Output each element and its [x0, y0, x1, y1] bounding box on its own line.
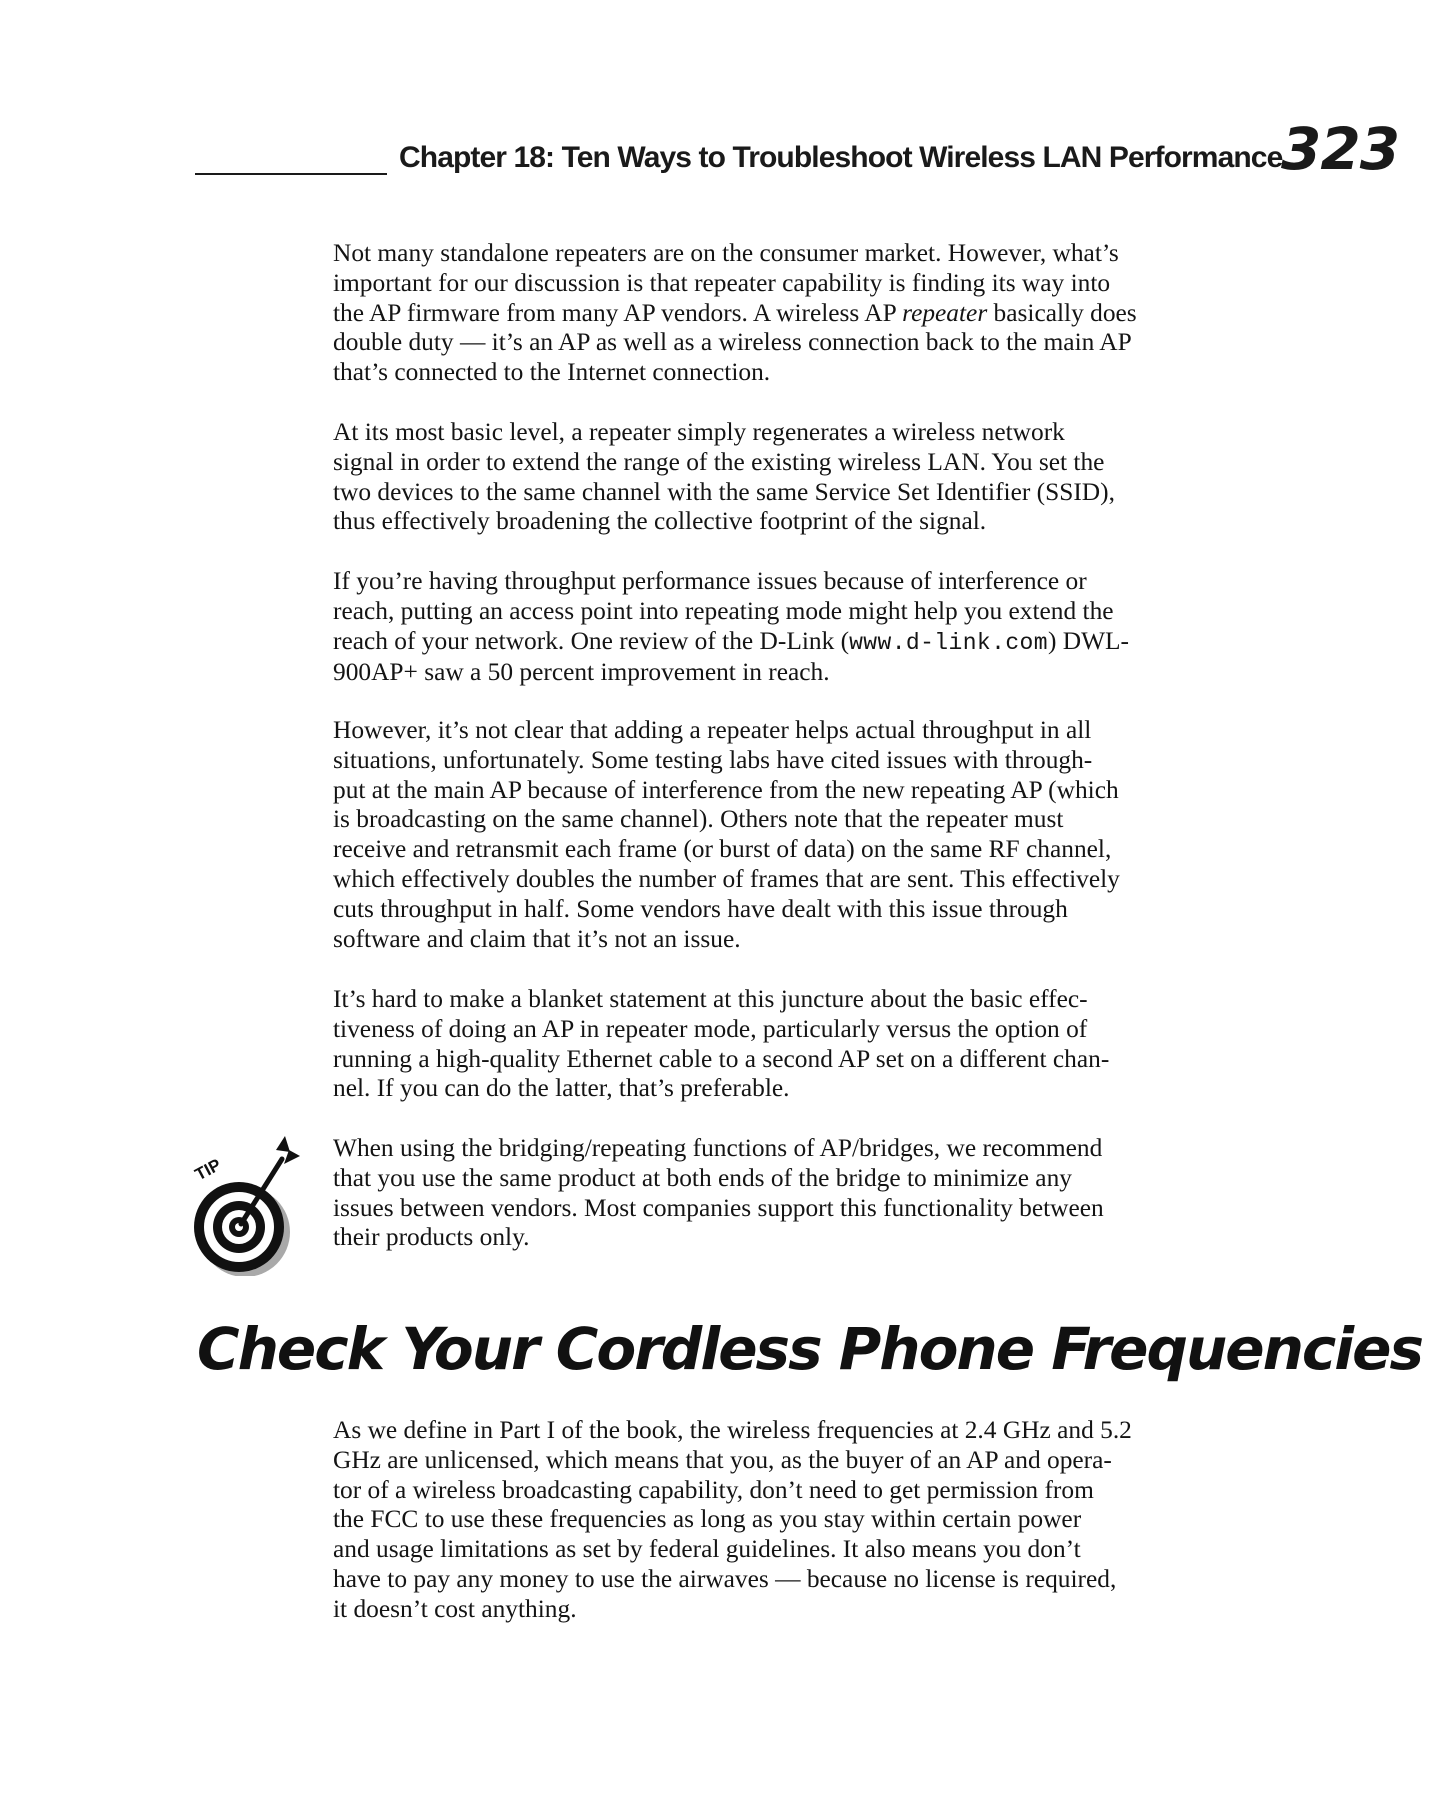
header-rule	[195, 173, 387, 175]
text-line: software and claim that it’s not an issue.	[333, 924, 741, 953]
paragraph-blanket-statement	[333, 985, 1253, 1104]
text-line: the FCC to use these frequencies as long as you stay within certain power	[333, 1505, 1082, 1534]
text-line: nel. If you can do the latter, that’s preferable.	[333, 1074, 790, 1103]
page-number: 323	[1281, 115, 1400, 183]
tip-paragraph	[333, 1134, 1253, 1253]
text-line: 900AP+ saw a 50 percent improvement in reach.	[333, 658, 830, 687]
text-line: double duty — it’s an AP as well as a wireless connection back to the main AP	[333, 328, 1132, 357]
paragraph-repeater-basics	[333, 418, 1253, 537]
text-line	[333, 627, 1253, 659]
text-line: that’s connected to the Internet connection.	[333, 358, 771, 387]
text-line: receive and retransmit each frame (or burst of data) on the same RF channel,	[333, 835, 1112, 864]
text-line	[333, 299, 1253, 329]
chapter-title: Chapter 18: Ten Ways to Troubleshoot Wireless LAN Performance	[399, 141, 1283, 174]
paragraph-repeater-caveats	[333, 716, 1253, 954]
text-line: tiveness of doing an AP in repeater mode, particularly versus the option of	[333, 1014, 1088, 1043]
paragraph-repeaters-market	[333, 239, 1253, 388]
text-line: signal in order to extend the range of the existing wireless LAN. You set the	[333, 447, 1105, 476]
text-line: which effectively doubles the number of frames that are sent. This effectively	[333, 864, 1120, 893]
text-line: situations, unfortunately. Some testing labs have cited issues with through-	[333, 745, 1093, 774]
tip-target-icon	[188, 1128, 306, 1276]
text-line: At its most basic level, a repeater simply regenerates a wireless network	[333, 418, 1065, 446]
text-line: two devices to the same channel with the same Service Set Identifier (SSID),	[333, 477, 1115, 506]
paragraph-throughput-issues	[333, 567, 1253, 688]
text-line: that you use the same product at both ends of the bridge to minimize any	[333, 1163, 1072, 1192]
text-line: If you’re having throughput performance issues because of interference or	[333, 567, 1087, 595]
text-line: have to pay any money to use the airwaves — because no license is required,	[333, 1564, 1117, 1593]
text-line: It’s hard to make a blanket statement at this juncture about the basic effec-	[333, 985, 1088, 1013]
text-line: GHz are unlicensed, which means that you, as the buyer of an AP and opera-	[333, 1445, 1112, 1474]
text-line: and usage limitations as set by federal guidelines. It also means you don’t	[333, 1535, 1081, 1564]
dlink-url: www.d-link.com	[849, 629, 1048, 656]
text-line: issues between vendors. Most companies support this functionality between	[333, 1193, 1104, 1222]
text-line: tor of a wireless broadcasting capability, don’t need to get permission from	[333, 1475, 1094, 1504]
paragraph-unlicensed-frequencies	[333, 1416, 1253, 1625]
tip-label: TIP	[191, 1155, 225, 1185]
text-line: is broadcasting on the same channel). Others note that the repeater must	[333, 805, 1064, 834]
text-line: However, it’s not clear that adding a repeater helps actual throughput in all	[333, 716, 1092, 744]
text-run: ) DWL-	[1047, 626, 1130, 655]
text-line: thus effectively broadening the collective footprint of the signal.	[333, 507, 987, 536]
text-line: important for our discussion is that repeater capability is finding its way into	[333, 268, 1111, 297]
text-run: basically does	[987, 298, 1137, 327]
text-line: running a high-quality Ethernet cable to a second AP set on a different chan-	[333, 1044, 1110, 1073]
text-line: put at the main AP because of interference from the new repeating AP (which	[333, 775, 1119, 804]
text-line: their products only.	[333, 1223, 530, 1252]
section-heading: Check Your Cordless Phone Frequencies	[197, 1315, 1422, 1383]
text-run: the AP firmware from many AP vendors. A wireless AP	[333, 298, 903, 327]
text-line: As we define in Part I of the book, the wireless frequencies at 2.4 GHz and 5.2	[333, 1416, 1132, 1444]
text-line: cuts throughput in half. Some vendors have dealt with this issue through	[333, 894, 1068, 923]
text-run: reach of your network. One review of the D-Link (	[333, 626, 850, 655]
emphasis-repeater: repeater	[902, 298, 988, 327]
text-line: reach, putting an access point into repeating mode might help you extend the	[333, 596, 1114, 625]
text-line: Not many standalone repeaters are on the consumer market. However, what’s	[333, 239, 1119, 267]
text-line: it doesn’t cost anything.	[333, 1594, 577, 1623]
text-line: When using the bridging/repeating functions of AP/bridges, we recommend	[333, 1134, 1103, 1162]
